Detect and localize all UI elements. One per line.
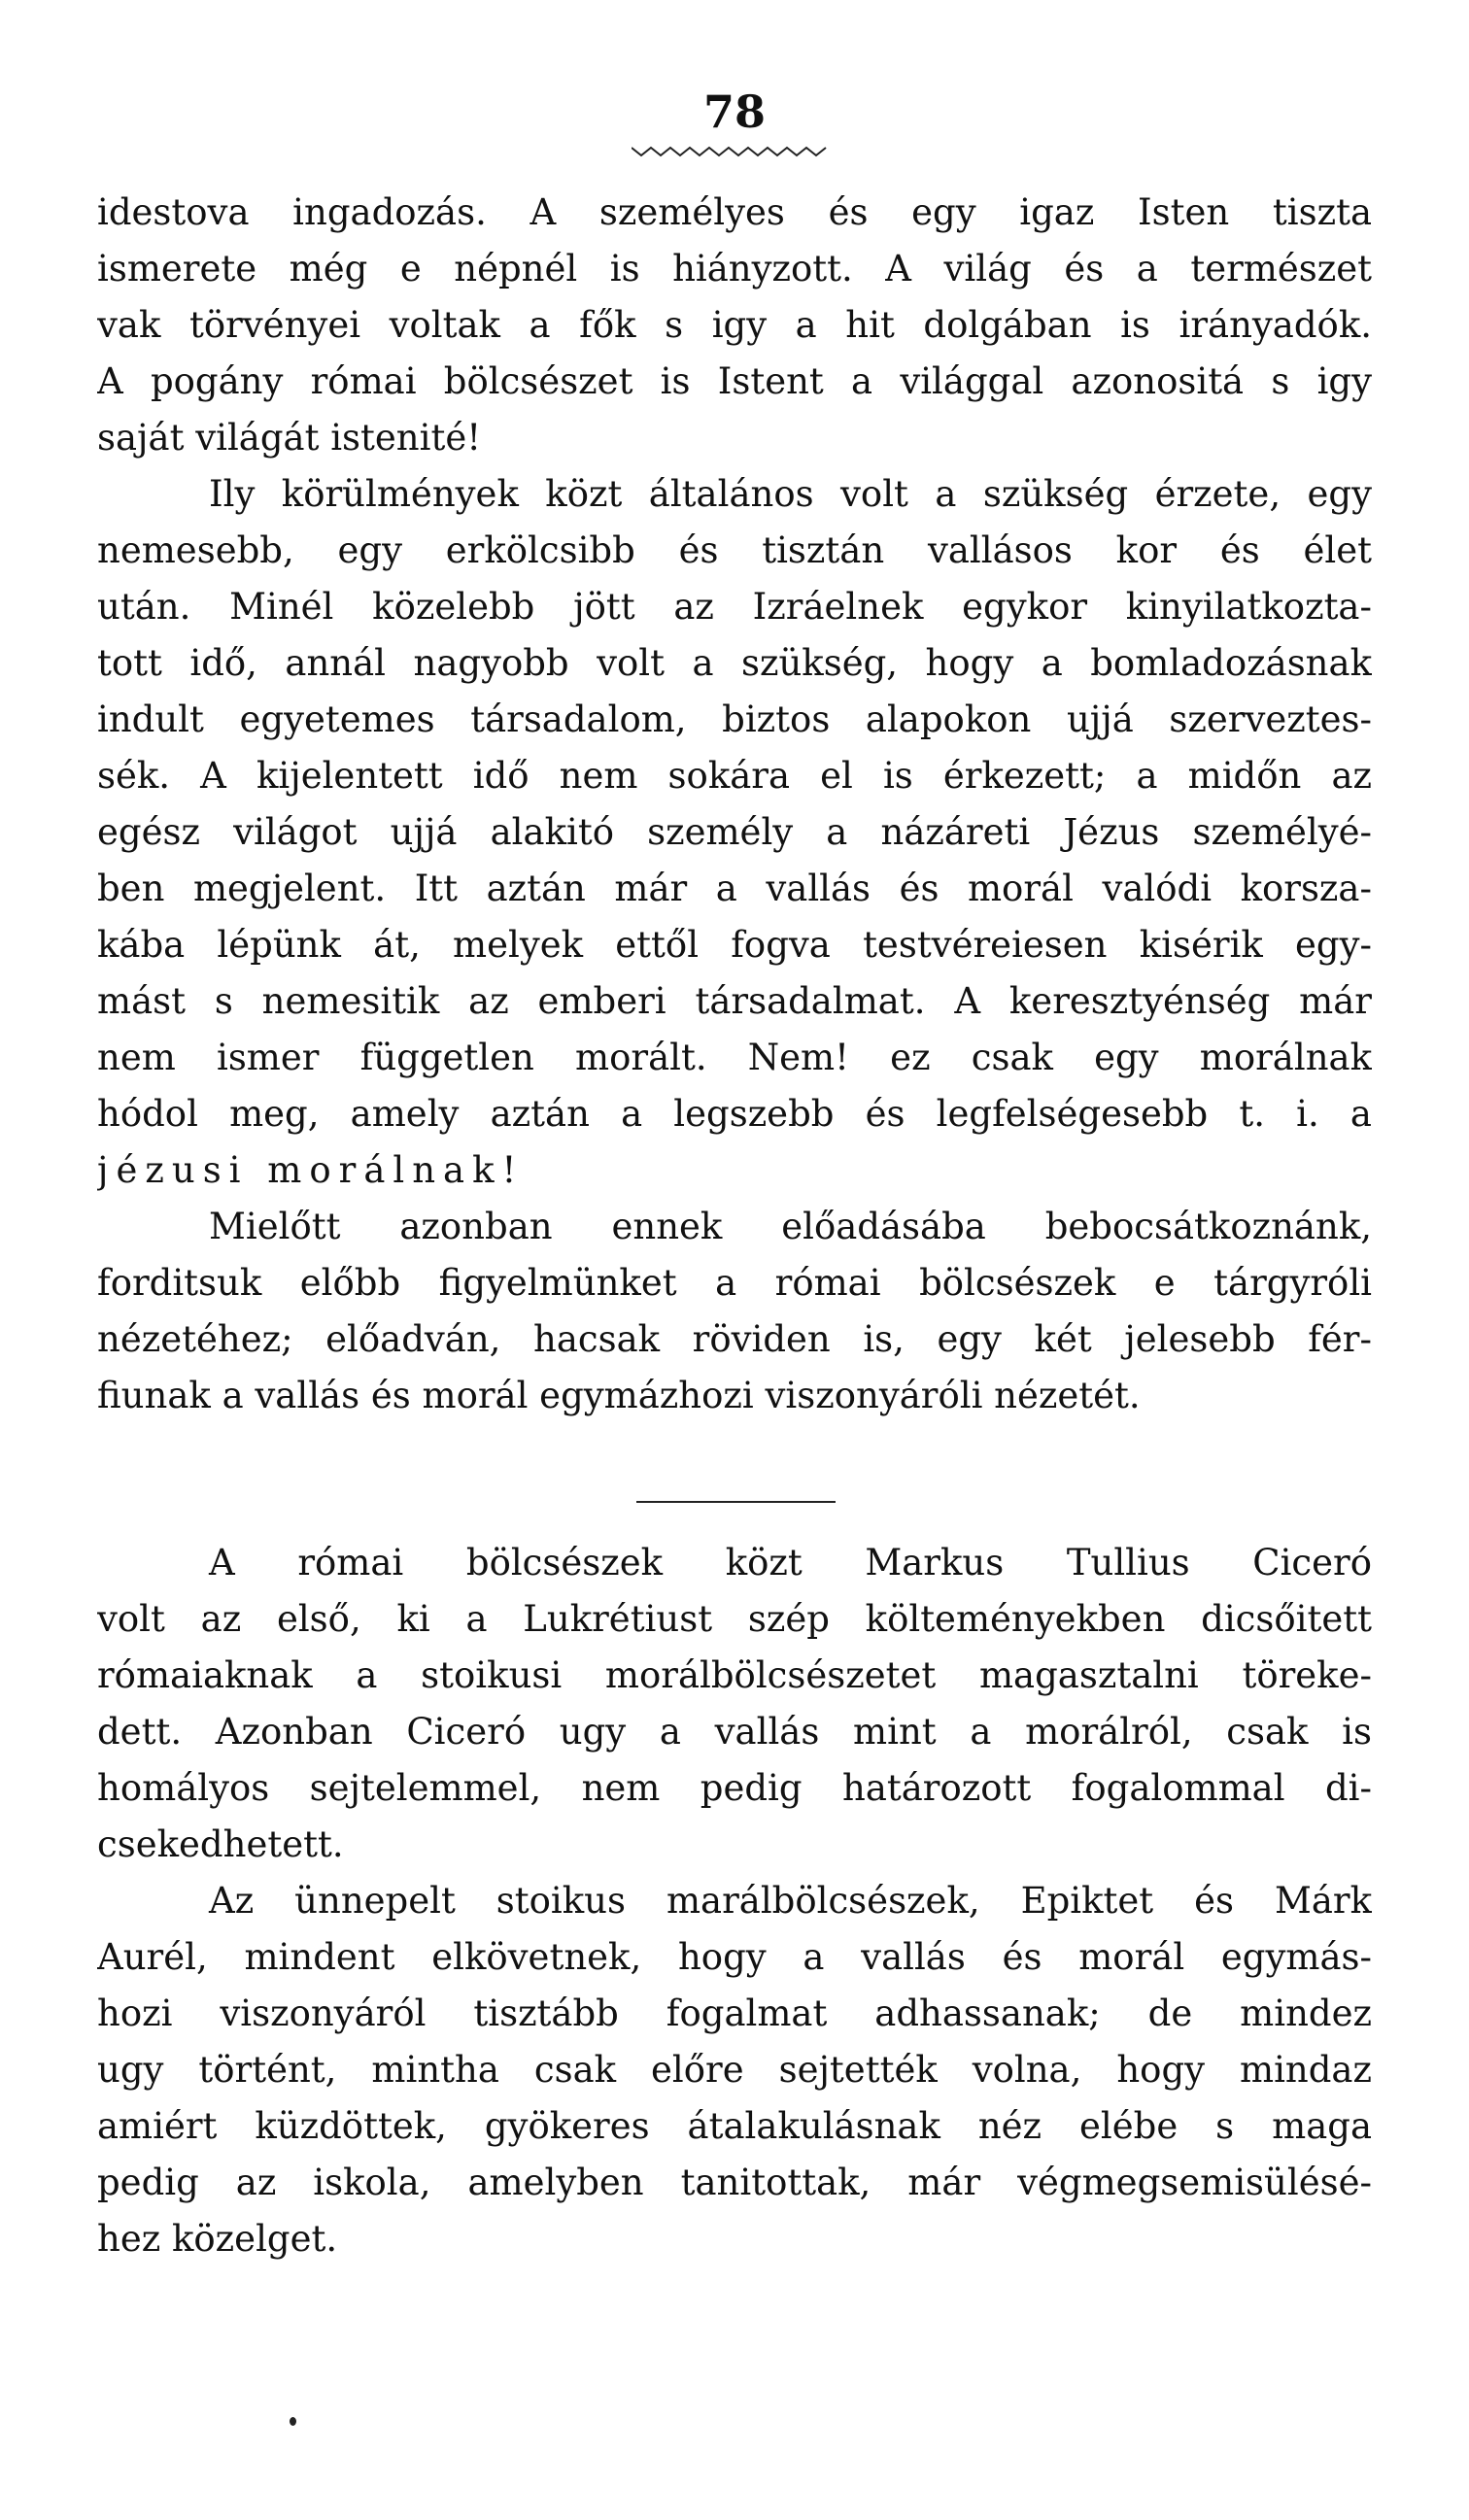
- text-line: jézusi morálnak!: [97, 1149, 525, 1191]
- text-line: ismerete még e népnél is hiányzott. A világ és a természet: [97, 248, 1372, 289]
- text-line: csekedhetett.: [97, 1823, 344, 1865]
- section-separator-rule: [636, 1501, 836, 1503]
- text-line: Aurél, mindent elkövetnek, hogy a vallás és morál egymás-: [97, 1936, 1372, 1978]
- text-line: ugy történt, mintha csak előre sejtették volna, hogy mindaz: [97, 2049, 1372, 2091]
- text-line: homályos sejtelemmel, nem pedig határozott fogalommal di-: [97, 1767, 1372, 1809]
- print-speck: [290, 2417, 296, 2426]
- paragraph-start-line: A római bölcsészek közt Markus Tullius Ciceró: [209, 1542, 1372, 1584]
- text-line: vak törvényei voltak a fők s igy a hit dolgában is irányadók.: [97, 304, 1372, 346]
- text-line: sék. A kijelentett idő nem sokára el is érkezett; a midőn az: [97, 755, 1372, 797]
- text-line: kába lépünk át, melyek ettől fogva testvéreiesen kisérik egy-: [97, 924, 1372, 966]
- body-text-section-2: [97, 1535, 1372, 2267]
- text-line: hozi viszonyáról tisztább fogalmat adhassanak; de mindez: [97, 1992, 1372, 2034]
- text-line: rómaiaknak a stoikusi morálbölcsészetet magasztalni töreke-: [97, 1654, 1372, 1696]
- text-line: hez közelget.: [97, 2218, 338, 2260]
- text-line: után. Minél közelebb jött az Izráelnek egykor kinyilatkozta-: [97, 586, 1372, 628]
- wavy-rule-ornament: [632, 144, 836, 159]
- body-text-section-1: [97, 185, 1372, 1424]
- text-line: A pogány római bölcsészet is Istent a világgal azonositá s igy: [97, 360, 1372, 402]
- text-line: pedig az iskola, amelyben tanitottak, már végmegsemisülésé-: [97, 2162, 1372, 2203]
- text-line: saját világát istenité!: [97, 417, 482, 459]
- text-line: dett. Azonban Ciceró ugy a vallás mint a morálról, csak is: [97, 1711, 1372, 1753]
- text-line: nemesebb, egy erkölcsibb és tisztán vallásos kor és élet: [97, 529, 1372, 571]
- text-line: hódol meg, amely aztán a legszebb és legfelségesebb t. i. a: [97, 1093, 1372, 1135]
- text-line: nem ismer független morált. Nem! ez csak egy morálnak: [97, 1037, 1372, 1078]
- text-line: indult egyetemes társadalom, biztos alapokon ujjá szerveztes-: [97, 698, 1372, 740]
- text-line: volt az első, ki a Lukrétiust szép költeményekben dicsőitett: [97, 1598, 1372, 1640]
- text-line: forditsuk előbb figyelmünket a római bölcsészek e tárgyróli: [97, 1262, 1372, 1304]
- text-line: mást s nemesitik az emberi társadalmat. A keresztyénség már: [97, 980, 1372, 1022]
- text-line: idestova ingadozás. A személyes és egy igaz Isten tiszta: [97, 191, 1372, 233]
- text-line: nézetéhez; előadván, hacsak röviden is, egy két jelesebb fér-: [97, 1318, 1372, 1360]
- page-number: 78: [702, 85, 766, 138]
- text-line: amiért küzdöttek, gyökeres átalakulásnak néz elébe s maga: [97, 2105, 1372, 2147]
- paragraph-start-line: Ily körülmények közt általános volt a szükség érzete, egy: [209, 473, 1372, 515]
- paragraph-start-line: Mielőtt azonban ennek előadásába bebocsátkoznánk,: [209, 1206, 1372, 1247]
- text-line: fiunak a vallás és morál egymázhozi viszonyáróli nézetét.: [97, 1375, 1141, 1416]
- paragraph-start-line: Az ünnepelt stoikus marálbölcsészek, Epiktet és Márk: [209, 1880, 1372, 1922]
- text-line: egész világot ujjá alakitó személy a názáreti Jézus személyé-: [97, 811, 1372, 853]
- text-line: tott idő, annál nagyobb volt a szükség, hogy a bomladozásnak: [97, 642, 1372, 684]
- text-line: ben megjelent. Itt aztán már a vallás és morál valódi korsza-: [97, 868, 1372, 909]
